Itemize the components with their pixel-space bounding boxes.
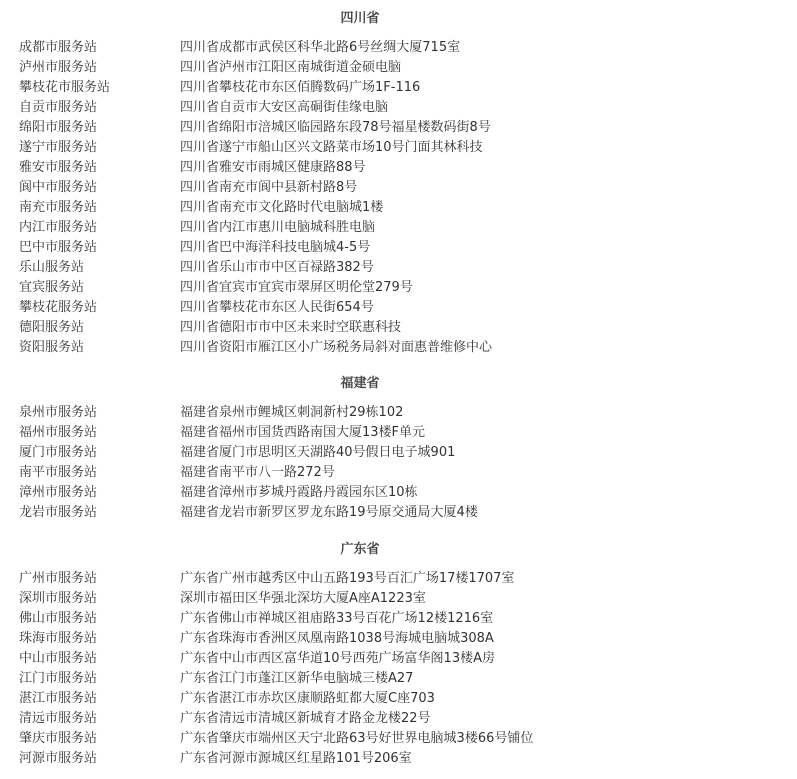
station-row [0, 198, 797, 218]
station-row [0, 609, 797, 629]
station-row [0, 218, 797, 238]
station-row [0, 569, 797, 589]
station-address: 四川省攀枝花市东区佰腾数码广场1F-116 [180, 80, 421, 95]
station-row [0, 709, 797, 729]
station-row [0, 483, 797, 503]
station-row [0, 443, 797, 463]
station-row [0, 58, 797, 78]
station-name: 广州市服务站 [19, 571, 98, 586]
station-address: 深圳市福田区华强北深坊大厦A座A1223室 [180, 591, 426, 606]
station-name: 龙岩市服务站 [19, 505, 98, 520]
station-address: 福建省福州市国货西路南国大厦13楼F单元 [180, 425, 426, 440]
station-name: 泉州市服务站 [19, 405, 98, 420]
station-name: 巴中市服务站 [19, 240, 98, 255]
station-address: 福建省龙岩市新罗区罗龙东路19号原交通局大厦4楼 [180, 505, 478, 520]
station-address: 福建省漳州市芗城丹霞路丹霞园东区10栋 [180, 485, 418, 500]
station-name: 资阳服务站 [19, 340, 85, 355]
station-name: 肇庆市服务站 [19, 731, 98, 746]
station-name: 南充市服务站 [19, 200, 98, 215]
station-address: 四川省德阳市市中区未来时空联惠科技 [180, 320, 402, 335]
station-address: 福建省南平市八一路272号 [180, 465, 335, 480]
station-row [0, 338, 797, 358]
station-row [0, 318, 797, 338]
station-address: 四川省攀枝花市东区人民街654号 [180, 300, 374, 315]
station-name: 德阳服务站 [19, 320, 85, 335]
station-name: 攀枝花服务站 [19, 300, 98, 315]
station-name: 河源市服务站 [19, 751, 98, 766]
station-row [0, 403, 797, 423]
station-address: 四川省泸州市江阳区南城街道金硕电脑 [180, 60, 402, 75]
station-name: 宜宾服务站 [19, 280, 85, 295]
station-name: 泸州市服务站 [19, 60, 98, 75]
station-address: 广东省佛山市禅城区祖庙路33号百花广场12楼1216室 [180, 611, 494, 626]
province-heading: 四川省 [340, 11, 380, 26]
station-address: 四川省绵阳市涪城区临园路东段78号福星楼数码街8号 [180, 120, 491, 135]
station-row [0, 158, 797, 178]
station-address: 四川省南充市阆中县新村路8号 [180, 180, 358, 195]
station-name: 珠海市服务站 [19, 631, 98, 646]
station-name: 漳州市服务站 [19, 485, 98, 500]
province-heading: 广东省 [340, 542, 380, 557]
station-name: 南平市服务站 [19, 465, 98, 480]
station-name: 佛山市服务站 [19, 611, 98, 626]
station-row [0, 629, 797, 649]
station-row [0, 463, 797, 483]
station-address: 广东省广州市越秀区中山五路193号百汇广场17楼1707室 [180, 571, 515, 586]
station-row [0, 278, 797, 298]
station-name: 成都市服务站 [19, 40, 98, 55]
station-name: 厦门市服务站 [19, 445, 98, 460]
station-address: 广东省江门市蓬江区新华电脑城三楼A27 [180, 671, 414, 686]
station-name: 乐山服务站 [19, 260, 85, 275]
station-address: 广东省中山市西区富华道10号西苑广场富华阁13楼A房 [180, 651, 495, 666]
station-address: 广东省清远市清城区新城育才路金龙楼22号 [180, 711, 431, 726]
station-name: 中山市服务站 [19, 651, 98, 666]
station-row [0, 689, 797, 709]
province-heading: 福建省 [340, 376, 380, 391]
station-address: 四川省雅安市雨城区健康路88号 [180, 160, 366, 175]
station-address: 广东省珠海市香洲区凤凰南路1038号海城电脑城308A [180, 631, 494, 646]
station-list [0, 569, 797, 769]
station-name: 福州市服务站 [19, 425, 98, 440]
station-address: 四川省南充市文化路时代电脑城1楼 [180, 200, 384, 215]
station-name: 攀枝花市服务站 [19, 80, 111, 95]
station-row [0, 649, 797, 669]
station-address: 四川省内江市惠川电脑城科胜电脑 [180, 220, 376, 235]
station-row [0, 98, 797, 118]
station-list [0, 403, 797, 523]
station-row [0, 78, 797, 98]
station-row [0, 118, 797, 138]
station-row [0, 238, 797, 258]
station-address: 福建省泉州市鲤城区刺洞新村29栋102 [180, 405, 404, 420]
station-address: 四川省乐山市市中区百禄路382号 [180, 260, 374, 275]
station-address: 四川省资阳市雁江区小广场税务局斜对面惠普维修中心 [180, 340, 493, 355]
station-name: 江门市服务站 [19, 671, 98, 686]
station-address: 四川省巴中海洋科技电脑城4-5号 [180, 240, 371, 255]
station-address: 福建省厦门市思明区天湖路40号假日电子城901 [180, 445, 456, 460]
station-row [0, 258, 797, 278]
station-address: 四川省成都市武侯区科华北路6号丝绸大厦715室 [180, 40, 461, 55]
station-name: 内江市服务站 [19, 220, 98, 235]
station-row [0, 178, 797, 198]
station-row [0, 749, 797, 769]
station-address: 四川省自贡市大安区高硐街佳缘电脑 [180, 100, 389, 115]
station-address: 广东省湛江市赤坎区康顺路虹都大厦C座703 [180, 691, 435, 706]
station-row [0, 298, 797, 318]
station-name: 清远市服务站 [19, 711, 98, 726]
station-row [0, 138, 797, 158]
station-address: 四川省宜宾市宜宾市翠屏区明伦堂279号 [180, 280, 413, 295]
station-address: 四川省遂宁市船山区兴文路菜市场10号门面其林科技 [180, 140, 483, 155]
station-name: 深圳市服务站 [19, 591, 98, 606]
station-row [0, 38, 797, 58]
station-row [0, 423, 797, 443]
station-name: 遂宁市服务站 [19, 140, 98, 155]
station-name: 阆中市服务站 [19, 180, 98, 195]
station-address: 广东省河源市源城区红星路101号206室 [180, 751, 412, 766]
station-name: 自贡市服务站 [19, 100, 98, 115]
station-row [0, 669, 797, 689]
station-row [0, 503, 797, 523]
station-row [0, 589, 797, 609]
station-list [0, 38, 797, 358]
station-name: 雅安市服务站 [19, 160, 98, 175]
station-address: 广东省肇庆市端州区天宁北路63号好世界电脑城3楼66号铺位 [180, 731, 534, 746]
station-name: 绵阳市服务站 [19, 120, 98, 135]
station-name: 湛江市服务站 [19, 691, 98, 706]
station-row [0, 729, 797, 749]
